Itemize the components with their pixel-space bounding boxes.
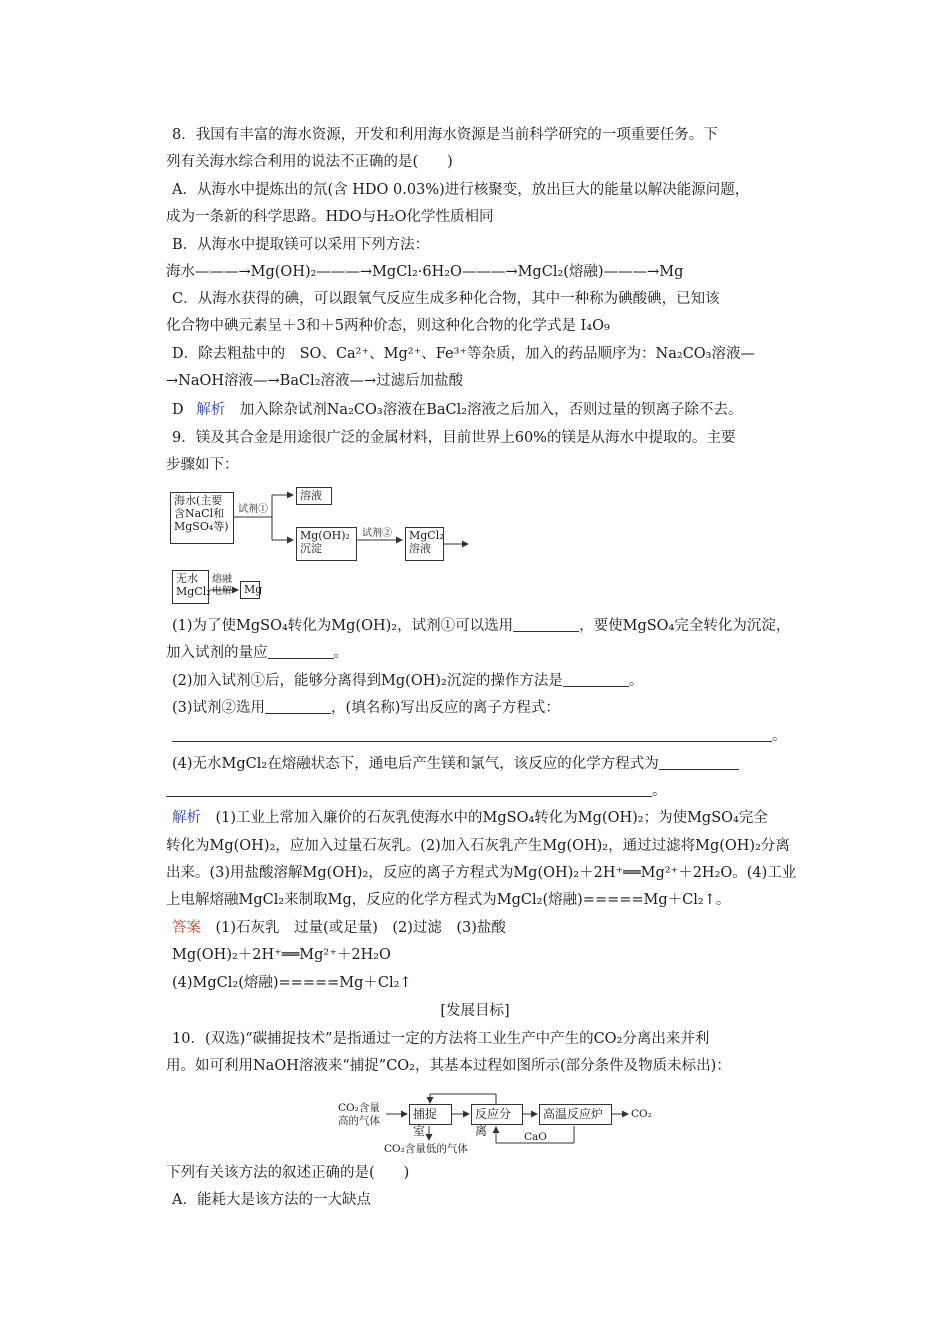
q8-option-d-line2: →NaOH溶液—→BaCl₂溶液—→过滤后加盐酸: [166, 373, 464, 389]
mg-box: Mg: [240, 581, 260, 599]
q8-option-c-line2: 化合物中碘元素呈＋3和＋5两种价态，则这种化合物的化学式是 I₄O₉: [166, 318, 610, 334]
q9-stem-line2: 步骤如下：: [166, 457, 239, 473]
q10-cao-label: CaO: [524, 1131, 547, 1143]
q9-period-3: 。: [772, 728, 787, 744]
seawater-box: 海水(主要含NaCl和MgSO₄等): [170, 492, 234, 544]
q9-analysis-line2: 转化为Mg(OH)₂，应加入过量石灰乳。(2)加入石灰乳产生Mg(OH)₂，通过过滤将Mg(OH)₂分离: [166, 838, 790, 854]
q10-option-a: A．能耗大是该方法的一大缺点: [172, 1192, 371, 1208]
q9-analysis-text1: (1)工业上常加入廉价的石灰乳使海水中的MgSO₄转化为Mg(OH)₂；为使MgSO₄完全: [201, 810, 768, 826]
q9-part3-text-a: (3)试剂②选用: [172, 700, 266, 716]
q9-period-4: 。: [652, 783, 667, 799]
q9-analysis-line4: 上电解熔融MgCl₂来制取Mg，反应的化学方程式为MgCl₂(熔融)=====Mg＋Cl₂↑。: [166, 892, 731, 908]
q9-period-1: 。: [333, 645, 348, 661]
precipitate-box: Mg(OH)₂沉淀: [296, 527, 357, 561]
q10-output-label: CO₂: [631, 1108, 652, 1120]
q8-option-b-flow: 海水———→Mg(OH)₂———→MgCl₂·6H₂O———→MgCl₂(熔融)———→Mg: [166, 264, 684, 280]
electrolysis-label: 熔融电解: [212, 574, 232, 597]
q8-analysis-label: 解析: [196, 402, 226, 418]
q10-stem-line2: 用。如可利用NaOH溶液来“捕捉”CO₂，其基本过程如图所示(部分条件及物质未标出)：: [166, 1058, 731, 1074]
q9-answer-line2: Mg(OH)₂＋2H⁺══Mg²⁺＋2H₂O: [172, 947, 391, 963]
q9-part2-text: (2)加入试剂①后，能够分离得到Mg(OH)₂沉淀的操作方法是: [172, 673, 563, 689]
q10-question: 下列有关该方法的叙述正确的是( ): [166, 1165, 410, 1181]
q8-option-a-line2: 成为一条新的科学思路。HDO与H₂O化学性质相同: [166, 209, 494, 225]
q9-period-2: 。: [628, 673, 644, 689]
q8-stem-line1: 8．我国有丰富的海水资源，开发和利用海水资源是当前科学研究的一项重要任务。下: [172, 127, 718, 143]
q9-answer-label: 答案: [172, 920, 201, 936]
q9-analysis-line3: 出来。(3)用盐酸溶解Mg(OH)₂，反应的离子方程式为Mg(OH)₂＋2H⁺══Mg²⁺＋2H₂O。(4)工业: [166, 865, 797, 881]
furnace-box: 高温反应炉: [539, 1104, 612, 1125]
q9-part1-text-c: 加入试剂的量应: [166, 645, 268, 661]
q9-part3-text-b: ，(填名称)写出反应的离子方程式：: [331, 700, 560, 716]
reagent2-label: 试剂②: [362, 528, 392, 539]
q8-stem-line2: 列有关海水综合利用的说法不正确的是( ): [166, 154, 453, 170]
q9-part1-text-b: ，要使MgSO₄完全转化为沉淀，: [579, 618, 791, 634]
q10-stem-line1: 10．(双选)“碳捕捉技术”是指通过一定的方法将工业生产中产生的CO₂分离出来并利: [172, 1031, 710, 1047]
q8-option-a-line1: A．从海水中提炼出的氘(含 HDO 0.03%)进行核聚变，放出巨大的能量以解决能源问题，: [172, 182, 750, 198]
capture-room-box: 捕捉室: [409, 1104, 452, 1125]
q9-stem-line1: 9．镁及其合金是用途很广泛的金属材料，目前世界上60%的镁是从海水中提取的。主要: [172, 430, 736, 446]
anhydrous-mgcl2-box: 无水MgCl₂: [172, 570, 209, 604]
reaction-separation-box: 反应分离: [471, 1104, 523, 1125]
q9-analysis-label: 解析: [172, 810, 201, 826]
q8-option-b-line1: B．从海水中提取镁可以采用下列方法：: [172, 237, 430, 253]
q10-input-label: CO₂含量高的气体: [338, 1102, 380, 1127]
q8-analysis-text: 加入除杂试剂Na₂CO₃溶液在BaCl₂溶液之后加入，否则过量的钡离子除不去。: [225, 402, 743, 418]
solution-box: 溶液: [296, 487, 332, 505]
q8-answer-letter: D: [172, 402, 184, 418]
q8-option-d-line1: D．除去粗盐中的 SO、Ca²⁺、Mg²⁺、Fe³⁺等杂质，加入的药品顺序为：Na₂CO₃溶液—: [172, 346, 755, 362]
q10-low-co2-label: CO₂含量低的气体: [384, 1143, 468, 1155]
reagent1-label: 试剂①: [238, 504, 268, 515]
mgcl2-solution-box: MgCl₂溶液: [405, 527, 444, 561]
q9-part1-text-a: (1)为了使MgSO₄转化为Mg(OH)₂，试剂①可以选用: [172, 618, 514, 634]
q9-answer-text1: (1)石灰乳 过量(或足量) (2)过滤 (3)盐酸: [201, 920, 506, 936]
q8-option-c-line1: C．从海水获得的碘，可以跟氧气反应生成多种化合物，其中一种称为碘酸碘，已知该: [172, 291, 720, 307]
q9-part4-text: (4)无水MgCl₂在熔融状态下，通电后产生镁和氯气，该反应的化学方程式为: [172, 756, 659, 772]
q9-answer-line3: (4)MgCl₂(熔融)=====Mg＋Cl₂↑: [172, 975, 412, 991]
section-heading: [发展目标]: [440, 1003, 510, 1019]
